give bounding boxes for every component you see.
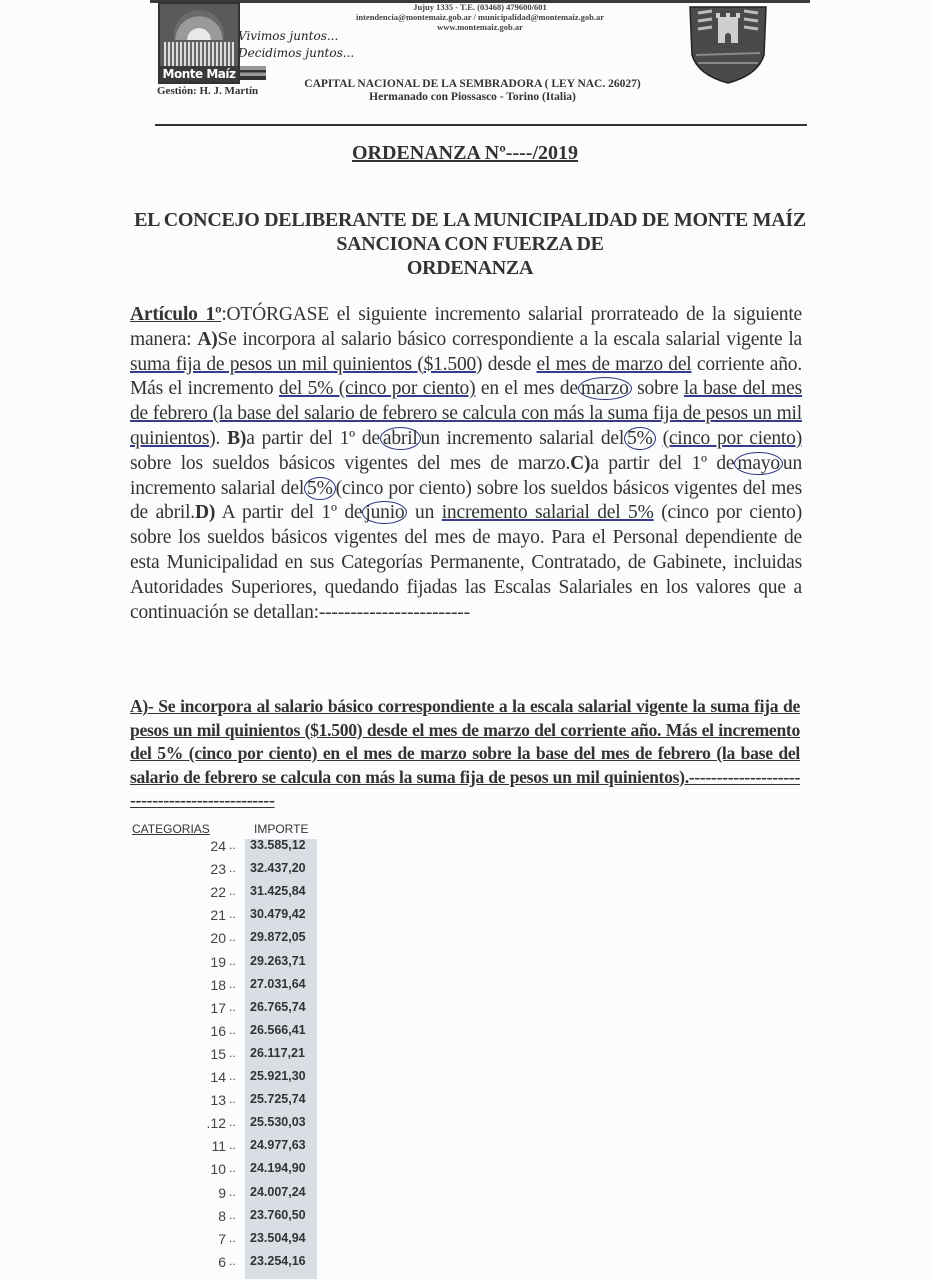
- category-cell: 11: [211, 1138, 226, 1155]
- category-cell: 19: [210, 953, 226, 970]
- leader-dots: ..: [229, 1161, 236, 1176]
- address-line: Jujuy 1335 - T.E. (03468) 479600/601: [413, 2, 547, 12]
- leader-dots: ..: [229, 861, 236, 876]
- category-cell: 13: [210, 1092, 226, 1109]
- capital-info: [290, 78, 655, 104]
- article-text: A partir del 1º de: [215, 502, 363, 524]
- pen-underline: incremento salarial del 5%: [441, 502, 654, 524]
- sun-graphic: [174, 10, 224, 40]
- category-cell: 14: [210, 1069, 226, 1085]
- pen-circle-mayo: mayo: [734, 452, 783, 475]
- contact-info: [330, 2, 630, 32]
- category-cell: 15: [210, 1045, 226, 1062]
- leader-dots: ..: [229, 1045, 236, 1060]
- field-graphic: [164, 42, 234, 66]
- website-line: www.montemaiz.gob.ar: [437, 22, 523, 32]
- table-row: [132, 1138, 322, 1161]
- table-row: [132, 1046, 322, 1069]
- leader-dots: ..: [229, 1022, 236, 1037]
- category-cell: 24: [210, 838, 226, 854]
- article-text: en el mes de: [475, 378, 578, 400]
- category-cell: 21: [210, 907, 226, 924]
- pen-circle-marzo: marzo: [578, 377, 632, 400]
- category-cell: 23: [210, 861, 226, 878]
- importe-cell: 23.760,50: [250, 1207, 306, 1222]
- category-cell: 9: [218, 1184, 226, 1201]
- pen-circle-percent: 5%: [624, 427, 656, 450]
- pen-underline: (cinco por ciento): [662, 427, 802, 449]
- article-text: (cinco por ciento) sobre los sueldos básicos vigentes del mes de abril.: [130, 477, 802, 524]
- article-text: sobre los sueldos básicos vigentes del mes de marzo.: [130, 452, 571, 474]
- table-row: [132, 1254, 322, 1277]
- importe-cell: 24.007,24: [250, 1184, 306, 1199]
- leader-dots: ..: [229, 1230, 236, 1245]
- pen-underline: del 5% (cinco por ciento): [278, 378, 476, 400]
- table-row: [132, 930, 322, 953]
- table-row: [132, 1208, 322, 1231]
- leader-dots: ..: [229, 1092, 236, 1107]
- importe-cell: 30.479,42: [250, 907, 306, 922]
- pen-underline: suma fija de pesos un mil quinientos ($1.500): [130, 353, 483, 375]
- ordinance-title: [0, 142, 930, 165]
- table-row: [132, 1231, 322, 1254]
- article-text: a partir del 1º de: [246, 427, 380, 449]
- leader-dots: ..: [229, 930, 236, 945]
- table-row: [132, 1023, 322, 1046]
- table-row: [132, 1185, 322, 1208]
- leader-dots: ..: [229, 953, 236, 968]
- leader-dots: ..: [229, 1184, 236, 1199]
- table-row: [132, 838, 322, 861]
- pen-circle-abril: abril: [380, 427, 421, 450]
- title-text: ORDENANZA Nº----/2019: [351, 142, 579, 164]
- clause-label: C): [570, 452, 591, 474]
- table-row: [132, 907, 322, 930]
- importe-cell: 26.566,41: [250, 1022, 306, 1037]
- article-text: a partir del 1º de: [590, 452, 735, 474]
- leader-dots: ..: [229, 999, 236, 1014]
- column-header-importe: IMPORTE: [254, 822, 309, 836]
- municipal-shield-icon: [688, 3, 768, 85]
- article-text: :OTÓRGASE el siguiente incremento salarial prorrateado de la siguiente manera:: [130, 304, 802, 350]
- table-row: [132, 1069, 322, 1092]
- pen-circle-percent: 5%: [304, 477, 336, 500]
- slogan-line: Decidimos juntos...: [238, 46, 355, 60]
- importe-cell: 32.437,20: [250, 861, 306, 876]
- council-line: ORDENANZA: [406, 257, 534, 279]
- slogan-line: Vivimos juntos...: [238, 29, 339, 43]
- article-heading: Artículo 1º: [130, 304, 222, 325]
- clause-label: D): [194, 502, 216, 524]
- slogan: [238, 28, 354, 62]
- importe-cell: 33.585,12: [250, 838, 306, 852]
- importe-cell: 31.425,84: [250, 884, 306, 899]
- importe-cell: 29.872,05: [250, 930, 306, 945]
- importe-cell: 24.194,90: [250, 1161, 306, 1176]
- email-line: intendencia@montemaiz.gob.ar / municipalidad@montemaiz.gob.ar: [356, 12, 604, 22]
- council-line: SANCIONA CON FUERZA DE: [336, 233, 604, 255]
- table-row: [132, 1161, 322, 1184]
- importe-cell: 25.530,03: [250, 1115, 306, 1130]
- leader-dots: ..: [229, 907, 236, 922]
- article-text: un incremento salarial del: [130, 452, 803, 499]
- importe-cell: 26.765,74: [250, 999, 306, 1014]
- importe-cell: 25.921,30: [250, 1069, 306, 1083]
- leader-dots: ..: [229, 1207, 236, 1222]
- table-row: [132, 954, 322, 977]
- leader-dots: ..: [229, 1069, 236, 1083]
- pen-circle-junio: junio: [362, 501, 407, 524]
- leader-dots: ..: [229, 884, 236, 899]
- table-row: [132, 861, 322, 884]
- clause-label: B): [227, 427, 247, 449]
- category-cell: 16: [210, 1022, 226, 1039]
- pen-underline: la base del mes de febrero (la base del salario de febrero se calcula con más la suma fija de pesos un mil quinientos: [130, 378, 802, 449]
- sunrise-field-logo-icon: [158, 2, 240, 84]
- category-cell: 20: [210, 930, 226, 947]
- importe-cell: 23.504,94: [250, 1230, 306, 1245]
- leader-dots: ..: [229, 976, 236, 991]
- header-divider: [155, 124, 807, 126]
- article-text: sobre: [631, 378, 684, 400]
- twin-city-line: Hermanado con Piossasco - Torino (Italia): [369, 91, 576, 103]
- article-text: [656, 428, 663, 449]
- council-line: EL CONCEJO DELIBERANTE DE LA MUNICIPALIDAD DE MONTE MAÍZ: [134, 209, 806, 231]
- category-cell: 8: [218, 1207, 226, 1224]
- flag-icon: [240, 66, 266, 80]
- leader-dots: ..: [229, 1253, 236, 1268]
- category-cell: 6: [218, 1253, 226, 1270]
- category-cell: .12: [206, 1115, 226, 1132]
- article-text: ).: [209, 427, 228, 449]
- table-row: [132, 1000, 322, 1023]
- importe-cell: 25.725,74: [250, 1092, 306, 1107]
- article-1: [130, 303, 802, 625]
- article-text: Se incorpora al salario básico correspondiente a la escala salarial vigente la: [217, 328, 802, 350]
- pen-underline: el mes de marzo del: [536, 353, 692, 375]
- table-row: [132, 1092, 322, 1115]
- leader-dots: ..: [229, 1115, 236, 1130]
- section-a-summary: A)- Se incorpora al salario básico correspondiente a la escala salarial vigente la suma fija de pesos un mil quinientos ($1.500) desde el mes de marzo del corriente año. Más el incremento del 5% (cinco por ciento) en el mes de marzo sobre la base del mes de febrero (la base del salario de febrero se calcula con más la suma fija de pesos un mil quinientos).----------------------------------------------: [130, 696, 800, 810]
- table-row: [132, 1115, 322, 1138]
- leader-dots: ..: [229, 1138, 236, 1153]
- importe-cell: 29.263,71: [250, 953, 306, 968]
- category-cell: 18: [210, 976, 226, 993]
- article-text: (cinco por ciento) sobre los sueldos básicos vigentes del mes de mayo. Para el Personal dependiente de esta Municipalidad en sus Categorías Permanente, Contratado, de Gabinete, incluidas Autoridades Superiores, quedando fijadas las Escalas Salariales en los valores que a continuación se detallan:------------------------: [130, 502, 803, 623]
- importe-cell: 26.117,21: [250, 1045, 305, 1060]
- category-cell: 7: [218, 1230, 226, 1247]
- clause-label: A): [197, 328, 218, 350]
- article-text: un: [407, 502, 442, 524]
- category-cell: 10: [210, 1161, 226, 1178]
- council-heading: [130, 208, 810, 280]
- leader-dots: ..: [229, 838, 236, 852]
- article-text: corriente año. Más el incremento: [130, 353, 802, 400]
- capital-line: CAPITAL NACIONAL DE LA SEMBRADORA ( LEY NAC. 26027): [304, 78, 641, 90]
- column-header-categorias: CATEGORIAS: [132, 822, 210, 836]
- category-cell: 17: [210, 999, 226, 1016]
- importe-cell: 27.031,64: [250, 976, 306, 991]
- table-row: [132, 977, 322, 1000]
- article-text: desde: [482, 353, 537, 375]
- table-row: [132, 884, 322, 907]
- logo-text: Monte Maíz: [160, 66, 238, 82]
- importe-cell: 23.254,16: [250, 1253, 306, 1268]
- article-text: un incremento salarial del: [420, 427, 625, 449]
- gestion-label: Gestión: H. J. Martín: [157, 85, 259, 97]
- importe-cell: 24.977,63: [250, 1138, 306, 1153]
- category-cell: 22: [210, 884, 226, 901]
